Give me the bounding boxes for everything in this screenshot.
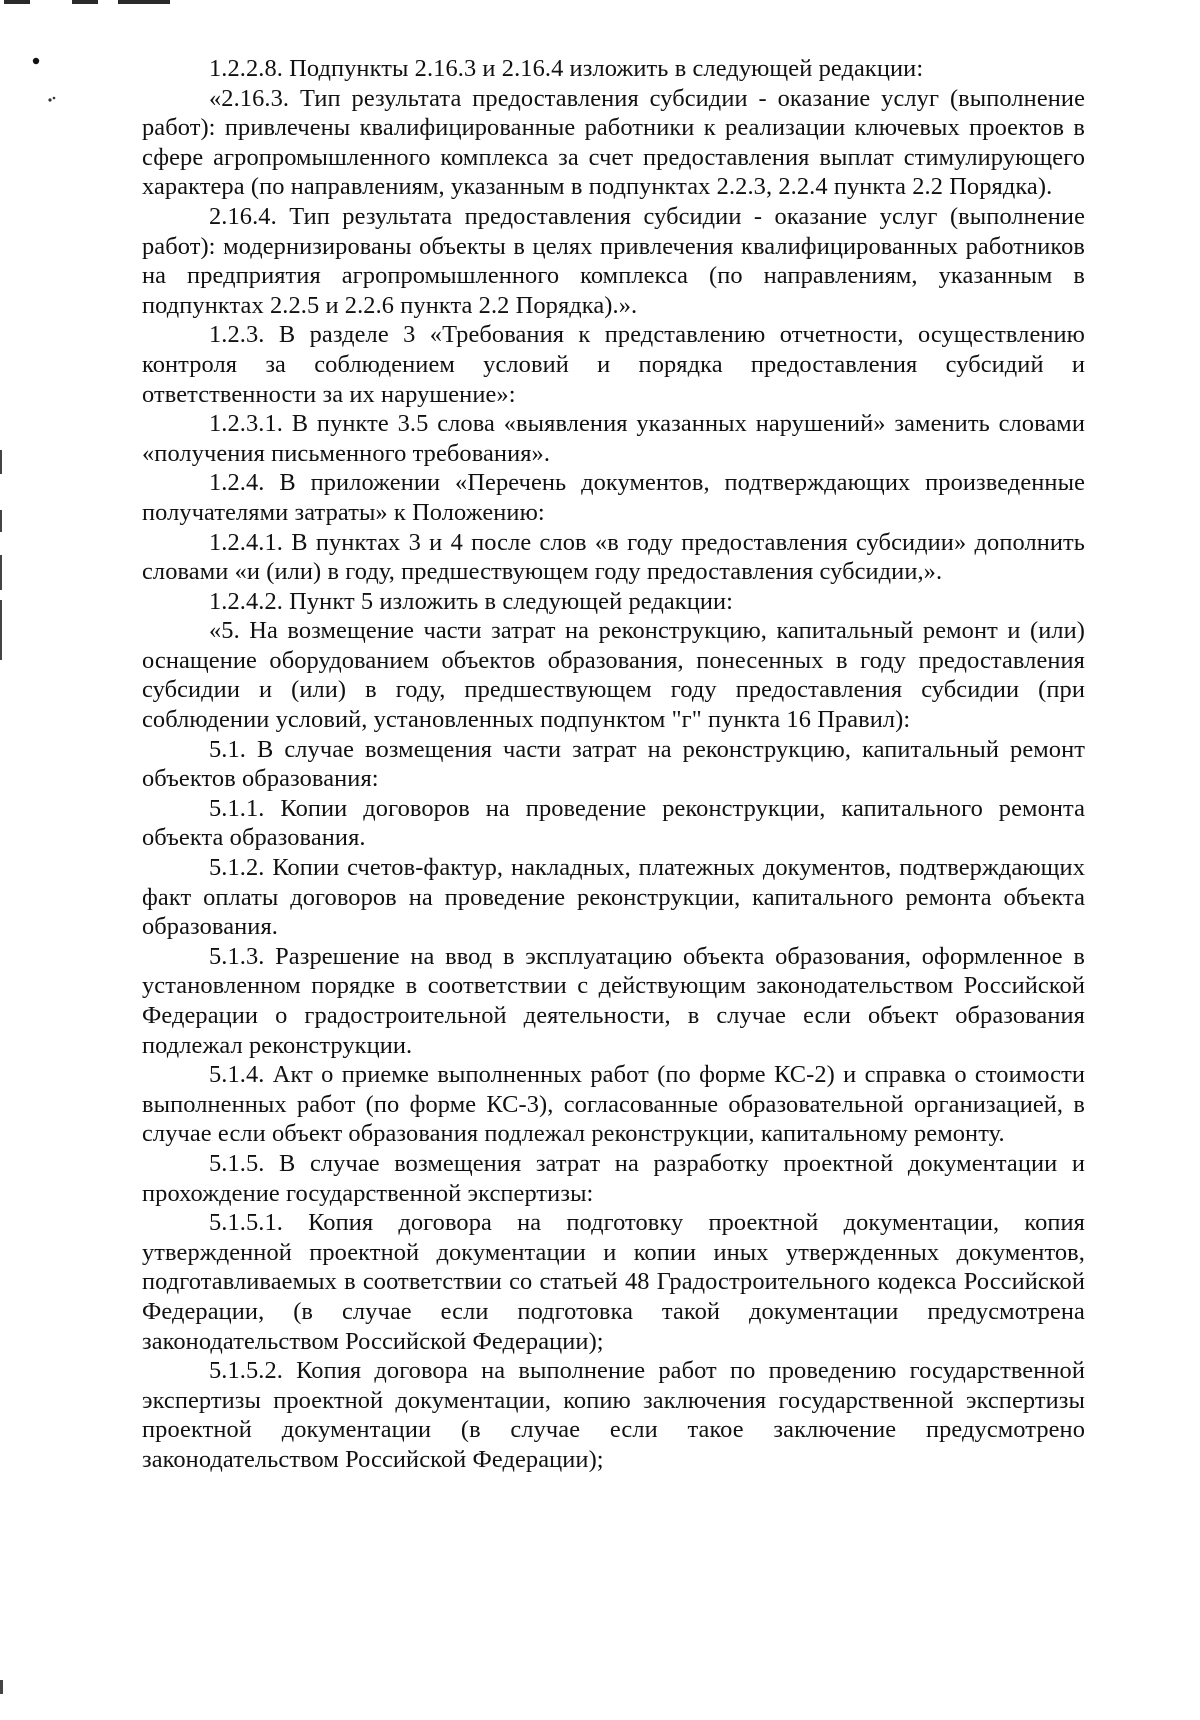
scan-edge-1 xyxy=(0,450,2,474)
scan-edge-4 xyxy=(0,600,2,660)
paragraph-5-1-2: 5.1.2. Копии счетов-фактур, накладных, платежных документов, подтверждающих факт оплаты договоров на проведение реконструкции, капитального ремонта объекта образования. xyxy=(142,854,1085,941)
paragraph-1-2-3: 1.2.3. В разделе 3 «Требования к представлению отчетности, осуществлению контроля за соблюдением условий и порядка предоставления субсидий и ответственности за их нарушение»: xyxy=(142,321,1085,408)
paragraph-item-5: «5. На возмещение части затрат на реконструкцию, капитальный ремонт и (или) оснащение оборудованием объектов образования, понесенных в году предоставления субсидии и (или) в году, предшествующем году предоставления субсидии (при соблюдении условий, установленных подпунктом "г" пункта 16 Правил): xyxy=(142,617,1085,734)
scan-dot-3 xyxy=(53,97,56,100)
paragraph-2-16-4: 2.16.4. Тип результата предоставления субсидии - оказание услуг (выполнение работ): модернизированы объекты в целях привлечения квалифицированных работников на предприятия агропромышленного комплекса (по направлениям, указанным в подпунктах 2.2.5 и 2.2.6 пункта 2.2 Порядка).». xyxy=(142,202,1085,319)
scan-mark-top-1 xyxy=(4,0,30,4)
scan-mark-top-2 xyxy=(72,0,98,4)
paragraph-5-1-5: 5.1.5. В случае возмещения затрат на разработку проектной документации и прохождение государственной экспертизы: xyxy=(142,1149,1085,1207)
scan-edge-5 xyxy=(0,1680,3,1694)
scan-dot-2 xyxy=(48,98,51,101)
paragraph-1-2-4: 1.2.4. В приложении «Перечень документов, подтверждающих произведенные получателями затраты» к Положению: xyxy=(142,469,1085,526)
paragraph-5-1-4: 5.1.4. Акт о приемке выполненных работ (по форме КС-2) и справка о стоимости выполненных работ (по форме КС-3), согласованные образовательной организацией, в случае если объект образования подлежал реконструкции, капитальному ремонту. xyxy=(142,1061,1085,1148)
paragraph-5-1-5-2: 5.1.5.2. Копия договора на выполнение работ по проведению государственной экспертизы проектной документации, копию заключения государственной экспертизы проектной документации (в случае если такое заключение предусмотрено законодательством Российской Федерации); xyxy=(142,1357,1085,1473)
scan-edge-3 xyxy=(0,555,2,590)
paragraph-1-2-2-8: 1.2.2.8. Подпункты 2.16.3 и 2.16.4 изложить в следующей редакции: xyxy=(209,55,924,82)
paragraph-5-1-5-1: 5.1.5.1. Копия договора на подготовку проектной документации, копия утвержденной проектной документации и копии иных утвержденных документов, подготавливаемых в соответствии со статьей 48 Градостроительного кодекса Российской Федерации, (в случае если подготовка такой документации предусмотрена законодательством Российской Федерации); xyxy=(142,1209,1085,1355)
paragraph-1-2-3-1: 1.2.3.1. В пункте 3.5 слова «выявления указанных нарушений» заменить словами «получения письменного требования». xyxy=(142,410,1085,467)
scan-dot-1 xyxy=(33,58,39,64)
paragraph-2-16-3: «2.16.3. Тип результата предоставления субсидии - оказание услуг (выполнение работ): привлечены квалифицированные работники к реализации ключевых проектов в сфере агропромышленного комплекса за счет предоставления выплат стимулирующего характера (по направлениям, указанным в подпунктах 2.2.3, 2.2.4 пункта 2.2 Порядка). xyxy=(142,84,1085,201)
paragraph-5-1: 5.1. В случае возмещения части затрат на реконструкцию, капитальный ремонт объектов образования: xyxy=(142,735,1085,793)
scan-mark-top-3 xyxy=(118,0,170,4)
paragraph-1-2-4-1: 1.2.4.1. В пунктах 3 и 4 после слов «в году предоставления субсидии» дополнить словами «и (или) в году, предшествующем году предоставления субсидии,». xyxy=(142,528,1085,586)
paragraph-5-1-1: 5.1.1. Копии договоров на проведение реконструкции, капитального ремонта объекта образования. xyxy=(142,794,1085,852)
paragraph-5-1-3: 5.1.3. Разрешение на ввод в эксплуатацию объекта образования, оформленное в установленном порядке в соответствии с действующим законодательством Российской Федерации о градостроительной деятельности, в случае если объект образования подлежал реконструкции. xyxy=(142,942,1085,1059)
scan-edge-2 xyxy=(0,510,2,532)
paragraph-1-2-4-2: 1.2.4.2. Пункт 5 изложить в следующей редакции: xyxy=(209,587,734,615)
document-body xyxy=(142,54,1085,1475)
